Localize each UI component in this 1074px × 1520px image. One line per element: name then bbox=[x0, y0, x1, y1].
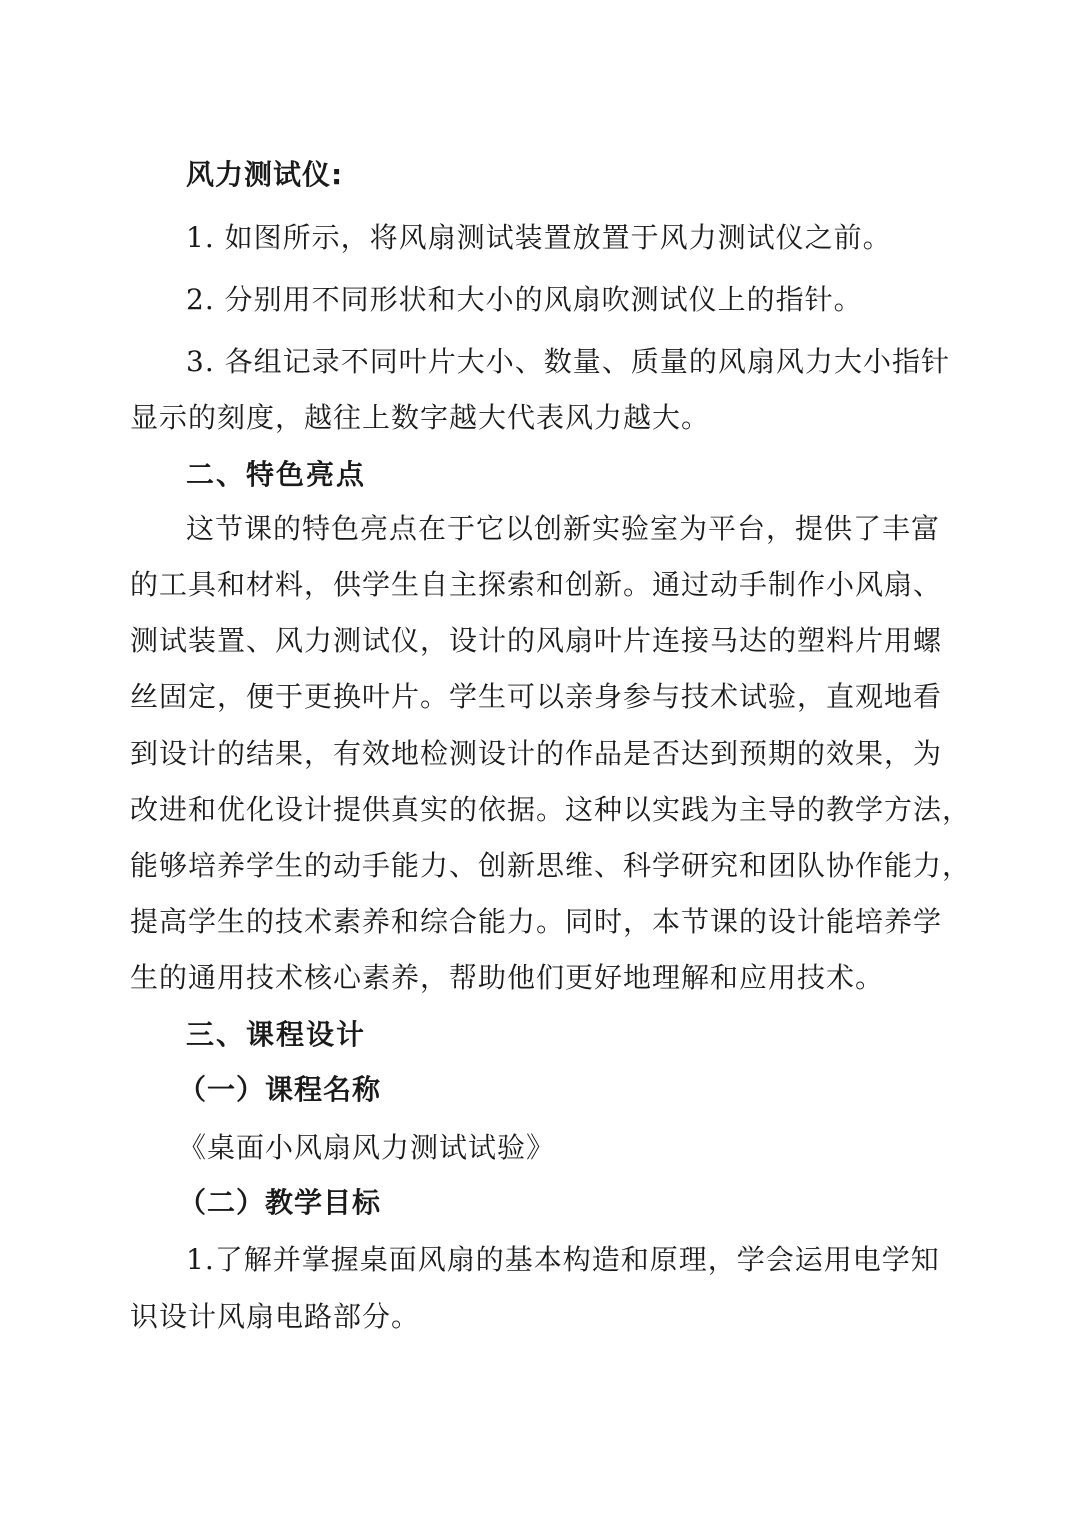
step-1: 1. 如图所示，将风扇测试装置放置于风力测试仪之前。 bbox=[186, 221, 892, 254]
subheading-teaching-goals: （二）教学目标 bbox=[178, 1186, 382, 1219]
highlights-line-1: 这节课的特色亮点在于它以创新实验室为平台，提供了丰富 bbox=[186, 512, 941, 545]
goal-line-2: 识设计风扇电路部分。 bbox=[130, 1300, 421, 1333]
highlights-line-7: 能够培养学生的动手能力、创新思维、科学研究和团队协作能力， bbox=[130, 849, 972, 882]
highlights-line-3: 测试装置、风力测试仪，设计的风扇叶片连接马达的塑料片用螺 bbox=[130, 624, 943, 657]
highlights-line-8: 提高学生的技术素养和综合能力。同时，本节课的设计能培养学 bbox=[130, 905, 943, 938]
section-title-fan-tester: 风力测试仪: bbox=[186, 158, 344, 191]
step-3-line-1: 3. 各组记录不同叶片大小、数量、质量的风扇风力大小指针 bbox=[186, 345, 950, 378]
highlights-line-6: 改进和优化设计提供真实的依据。这种以实践为主导的教学方法， bbox=[130, 793, 972, 826]
subheading-course-name: （一）课程名称 bbox=[178, 1073, 382, 1106]
goal-line-1: 1.了解并掌握桌面风扇的基本构造和原理，学会运用电学知 bbox=[186, 1243, 940, 1276]
highlights-line-2: 的工具和材料，供学生自主探索和创新。通过动手制作小风扇、 bbox=[130, 568, 943, 601]
step-3-line-2: 显示的刻度，越往上数字越大代表风力越大。 bbox=[130, 401, 711, 434]
section-heading-course-design: 三、课程设计 bbox=[186, 1018, 367, 1051]
highlights-line-9: 生的通用技术核心素养，帮助他们更好地理解和应用技术。 bbox=[130, 961, 885, 994]
course-name: 《桌面小风扇风力测试试验》 bbox=[178, 1131, 556, 1164]
highlights-line-4: 丝固定，便于更换叶片。学生可以亲身参与技术试验，直观地看 bbox=[130, 680, 943, 713]
step-2: 2. 分别用不同形状和大小的风扇吹测试仪上的指针。 bbox=[186, 283, 863, 316]
section-heading-highlights: 二、特色亮点 bbox=[186, 458, 367, 491]
highlights-line-5: 到设计的结果，有效地检测设计的作品是否达到预期的效果，为 bbox=[130, 737, 943, 770]
